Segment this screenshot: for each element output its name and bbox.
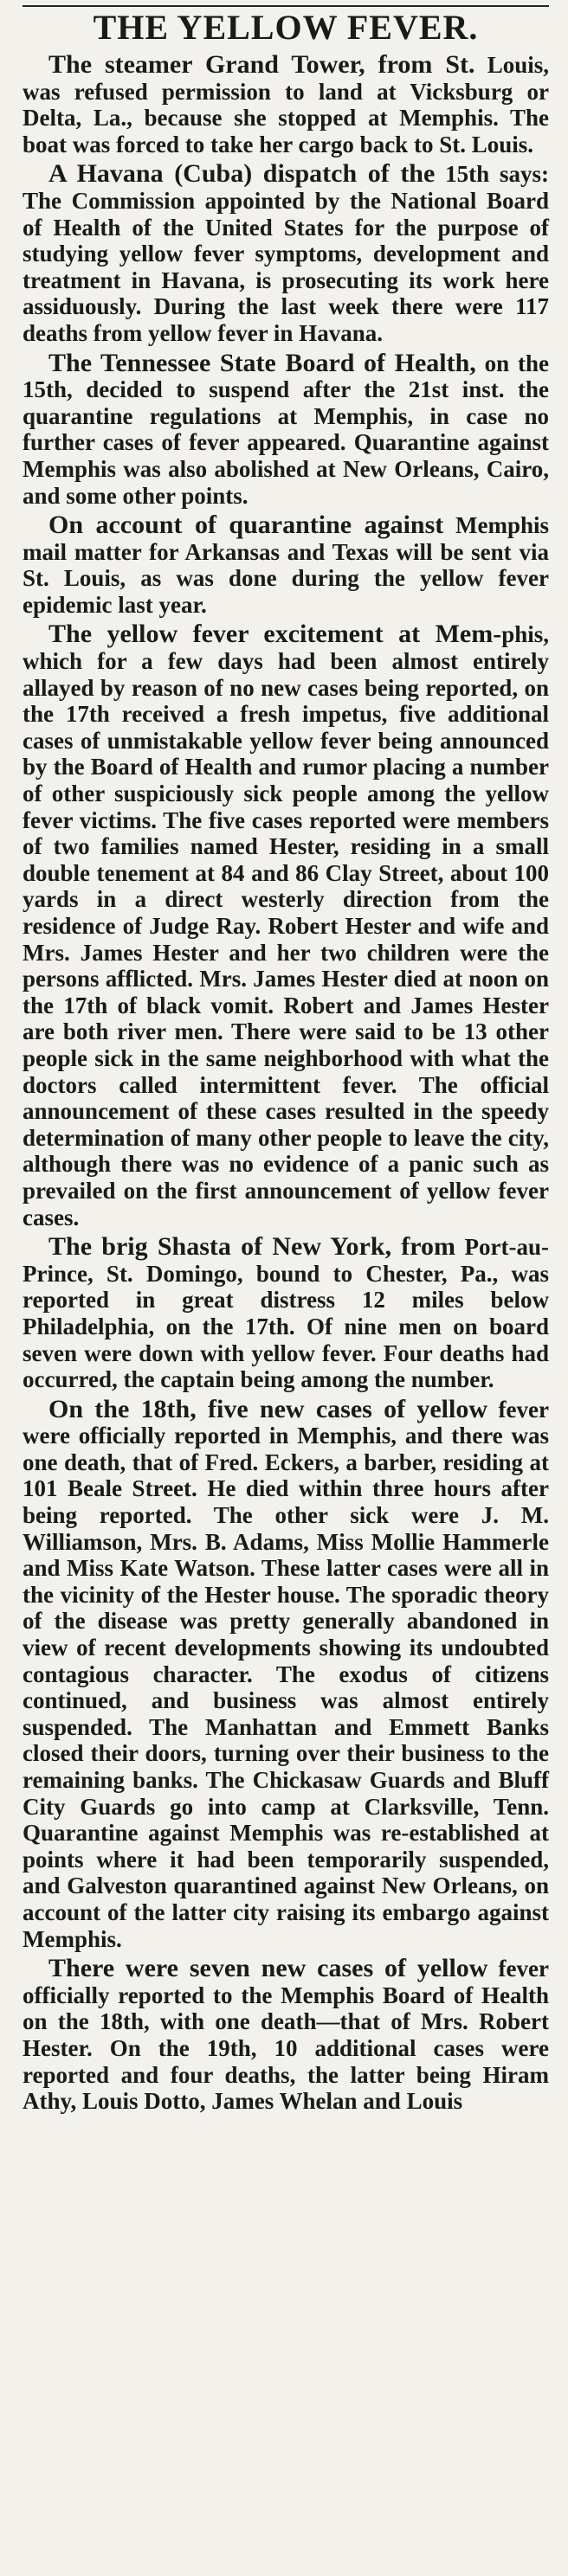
article-paragraph-6 [23, 1234, 549, 1393]
article-paragraph-8 [23, 1956, 549, 2115]
paragraph-body: fever were officially reported in Memphis, and there was one death, that of Fred. Eckers, a barber, residing at 101 Beale Street. He died within three hours after being reported. The other sick were J. M. Williamson, Mrs. B. Adams, Miss Mollie Hammerle and Miss Kate Watson. These latter cases were all in the vicinity of the Hester house. The sporadic theory of the disease was pretty generally abandoned in view of recent developments showing its undoubted contagious character. The exodus of citizens continued, and business was almost entirely suspended. The Manhattan and Emmett Banks closed their doors, turning over their business to the remaining banks. The Chickasaw Guards and Bluff City Guards go into camp at Clarksville, Tenn. Quarantine against Memphis was re-established at points where it had been temporarily suspended, and Galveston quarantined against New Orleans, on account of the latter city raising its embargo against Memphis. [23, 1396, 549, 1952]
article-paragraph-7 [23, 1394, 549, 1952]
article-paragraph-1 [23, 52, 549, 157]
paragraph-body: Port-au-Prince, St. Domingo, bound to Chester, Pa., was reported in great distress 12 miles below Philadelphia, on the 17th. Of nine men on board seven were down with yellow fever. Four deaths had occurred, the captain being among the number. [23, 1234, 550, 1393]
paragraph-lead: The steamer Grand Tower, from St. [48, 50, 475, 79]
paragraph-lead: The brig Shasta of New York, from [48, 1232, 456, 1262]
article-paragraph-5 [23, 621, 549, 1230]
paragraph-lead: The yellow fever excitement at Mem- [48, 620, 502, 649]
paragraph-lead: On the 18th, five new cases of yellow [48, 1394, 488, 1423]
article-paragraph-4 [23, 512, 549, 618]
paragraph-body: Louis, was refused permission to land at Vicksburg or Delta, La., because she stopped at Memphis. The boat was forced to take her cargo back to St. Louis. [23, 52, 549, 157]
article-headline: THE YELLOW FEVER. [93, 8, 479, 47]
paragraph-lead: There were seven new cases of yellow [48, 1954, 488, 1983]
paragraph-lead: The Tennessee State Board of Health, [48, 348, 476, 377]
article-paragraph-2 [23, 161, 549, 346]
paragraph-body: fever officially reported to the Memphis Board of Health on the 18th, with one death—that of Mrs. Robert Hester. On the 19th, 10 additional cases were reported and four deaths, the latter being Hiram Athy, Louis Dotto, James Whelan and Louis [23, 1956, 549, 2115]
paragraph-body: 15th says: The Commission appointed by the National Board of Health of the United States for the purpose of studying yellow fever symptoms, development and treatment in Havana, is prosecuting its work here assiduously. During the last week there were 117 deaths from yellow fever in Havana. [23, 161, 549, 346]
paragraph-body: phis, which for a few days had been almost entirely allayed by reason of no new cases being reported, on the 17th received a fresh impetus, five additional cases of unmistakable yellow fever being announced by the Board of Health and rumor placing a number of other suspiciously sick people among the yellow fever victims. The five cases reported were members of two families named Hester, residing in a small double tenement at 84 and 86 Clay Street, about 100 yards in a direct westerly direction from the residence of Judge Ray. Robert Hester and wife and Mrs. James Hester and her two children were the persons afflicted. Mrs. James Hester died at noon on the 17th of black vomit. Robert and James Hester are both river men. There were said to be 13 other people sick in the same neighborhood with what the doctors called intermittent fever. The official announcement of these cases resulted in the speedy determination of many other people to leave the city, although there was no evidence of a panic such as prevailed on the first announcement of yellow fever cases. [23, 621, 549, 1230]
paragraph-lead: A Havana (Cuba) dispatch of the [48, 159, 436, 189]
article-paragraph-3 [23, 350, 549, 510]
paragraph-body: on the 15th, decided to suspend after the 21st inst. the quarantine regulations at Memphis, in case no further cases of fever appeared. Quarantine against Memphis was also abolished at New Orleans, Cairo, and some other points. [23, 350, 549, 509]
paragraph-body: Memphis mail matter for Arkansas and Texas will be sent via St. Louis, as was done during the yellow fever epidemic last year. [23, 512, 550, 618]
top-rule [23, 0, 549, 7]
paragraph-lead: On account of quarantine against [48, 511, 444, 540]
